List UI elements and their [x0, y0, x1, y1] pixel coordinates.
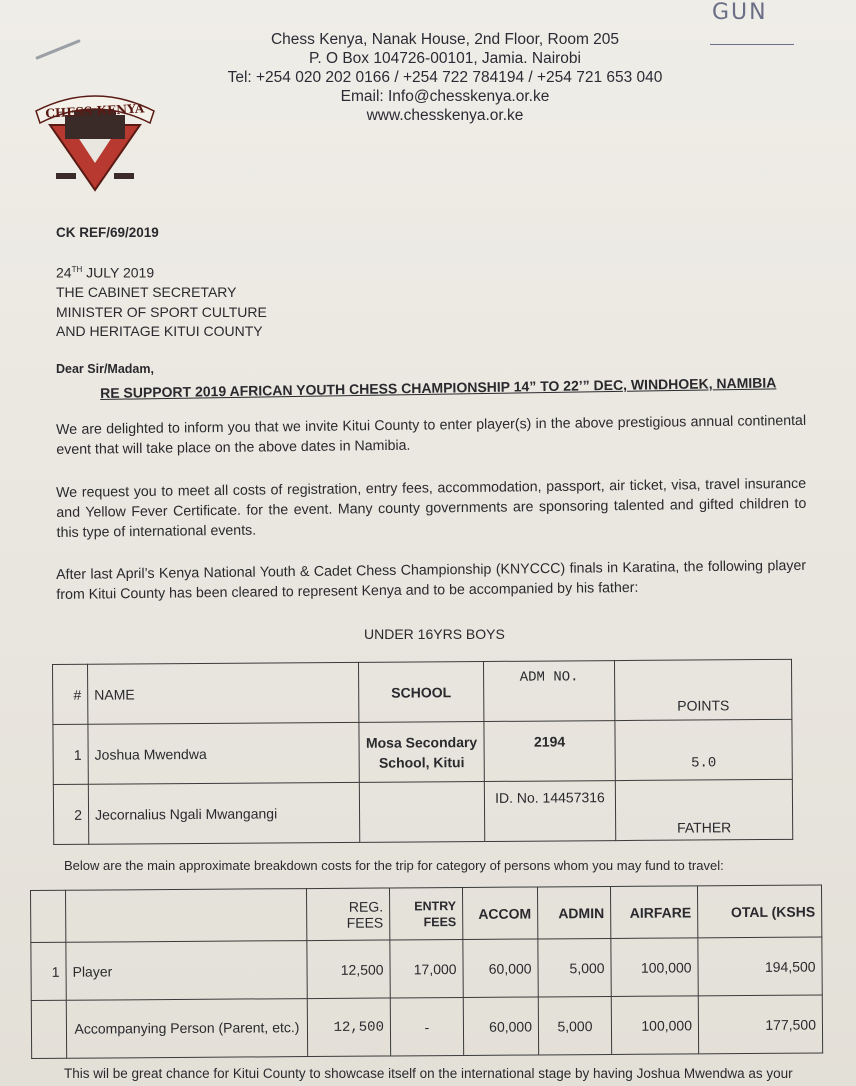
- row-school: Mosa Secondary School, Kitui: [359, 721, 484, 782]
- costs-table: [30, 884, 823, 1059]
- row-school: [359, 781, 484, 842]
- salutation: Dear Sir/Madam,: [56, 362, 154, 376]
- header-entry-fees: ENTRY FEES: [389, 887, 462, 940]
- header-reg-fees: REG. FEES: [306, 888, 389, 941]
- row-reg-fees: 12,500: [307, 998, 390, 1057]
- paragraph-player-selection: After last April’s Kenya National Youth & Cadet Chess Championship (KNYCCC) finals in Karatina, the following player from Kitui County has been cleared to represent Kenya and to be accompanied by his father:: [56, 557, 807, 603]
- row-airfare: 100,000: [611, 996, 698, 1055]
- header-points: POINTS: [614, 659, 791, 720]
- row-category: Player: [66, 941, 307, 1001]
- subject-line: RE SUPPORT 2019 AFRICAN YOUTH CHESS CHAMPIONSHIP 14” TO 22’” DEC, WINDHOEK, NAMIBIA: [100, 374, 777, 401]
- row-adm-no: 2194: [484, 721, 615, 782]
- header-total: OTAL (KSHS: [697, 885, 821, 938]
- letter-date: 24TH JULY 2019: [56, 264, 155, 281]
- closing-paragraph: This wil be great chance for Kitui County to showcase itself on the international stage by having Joshua Mwendwa as your: [64, 1066, 793, 1081]
- row-entry-fees: -: [390, 997, 463, 1056]
- reference-number: CK REF/69/2019: [56, 225, 159, 240]
- header-name: NAME: [88, 662, 359, 724]
- players-table: [52, 659, 793, 845]
- recipient-block: [56, 260, 267, 342]
- table-caption: UNDER 16YRS BOYS: [364, 626, 505, 642]
- handwritten-underline: [710, 44, 794, 45]
- table-header-row: [53, 659, 792, 724]
- paragraph-costs-request: We request you to meet all costs of registration, entry fees, accommodation, passport, air ticket, visa, travel insurance and Yellow Fever Certificate. for the event. Many county governments are sponsoring talented and gifted children to this type of international events.: [56, 475, 807, 541]
- staple-mark: [35, 39, 81, 60]
- recipient-line-3: AND HERITAGE KITUI COUNTY: [56, 323, 263, 340]
- email-line: Email: Info@chesskenya.or.ke: [340, 88, 550, 105]
- letterhead: [205, 30, 685, 125]
- header-adm-no: ADM NO.: [483, 661, 614, 722]
- recipient-line-2: MINISTER OF SPORT CULTURE: [56, 303, 267, 320]
- header-number: #: [53, 664, 88, 724]
- row-points: FATHER: [615, 779, 792, 840]
- row-category: Accompanying Person (Parent, etc.): [66, 999, 307, 1059]
- row-accom: 60,000: [463, 997, 538, 1056]
- table-row: [31, 937, 822, 1001]
- row-total: 194,500: [698, 937, 822, 996]
- header-category: [66, 889, 307, 943]
- row-admin: 5,000: [538, 996, 611, 1055]
- row-number: 2: [53, 784, 88, 844]
- row-total: 177,500: [698, 995, 822, 1054]
- address-line-2: P. O Box 104726-00101, Jamia. Nairobi: [309, 50, 581, 67]
- recipient-line-1: THE CABINET SECRETARY: [56, 284, 237, 301]
- header-admin: ADMIN: [537, 886, 610, 939]
- table-row: [53, 779, 792, 844]
- website-line: www.chesskenya.or.ke: [366, 107, 524, 124]
- paragraph-invitation: We are delighted to inform you that we invite Kitui County to enter player(s) in the above prestigious annual continental event that will take place on the above dates in Namibia.: [56, 412, 807, 458]
- costs-intro: Below are the main approximate breakdown costs for the trip for category of persons whom you may fund to travel:: [64, 858, 724, 873]
- row-name: Joshua Mwendwa: [88, 722, 359, 784]
- row-number: 1: [31, 942, 66, 1000]
- row-number: 1: [53, 724, 88, 784]
- header-school: SCHOOL: [358, 661, 483, 722]
- header-accom: ACCOM: [462, 887, 537, 940]
- address-line-1: Chess Kenya, Nanak House, 2nd Floor, Room 205: [270, 31, 620, 48]
- row-entry-fees: 17,000: [390, 939, 463, 998]
- row-adm-no: ID. No. 14457316: [484, 781, 615, 842]
- table-row: [31, 995, 822, 1059]
- chess-kenya-logo: [30, 85, 160, 195]
- header-airfare: AIRFARE: [610, 886, 697, 939]
- row-airfare: 100,000: [611, 938, 698, 997]
- table-row: [53, 719, 792, 784]
- row-number: [31, 1000, 66, 1058]
- row-accom: 60,000: [463, 939, 538, 998]
- logo-text: CHESS KENYA: [45, 101, 145, 121]
- handwritten-note: GUN: [712, 0, 768, 25]
- row-admin: 5,000: [538, 938, 611, 997]
- row-name: Jecornalius Ngali Mwangangi: [88, 782, 359, 844]
- row-reg-fees: 12,500: [307, 940, 390, 999]
- telephone-line: Tel: +254 020 202 0166 / +254 722 784194 / +254 721 653 040: [227, 69, 663, 86]
- row-points: 5.0: [615, 719, 792, 780]
- header-number: [31, 890, 66, 942]
- table-header-row: [31, 885, 822, 943]
